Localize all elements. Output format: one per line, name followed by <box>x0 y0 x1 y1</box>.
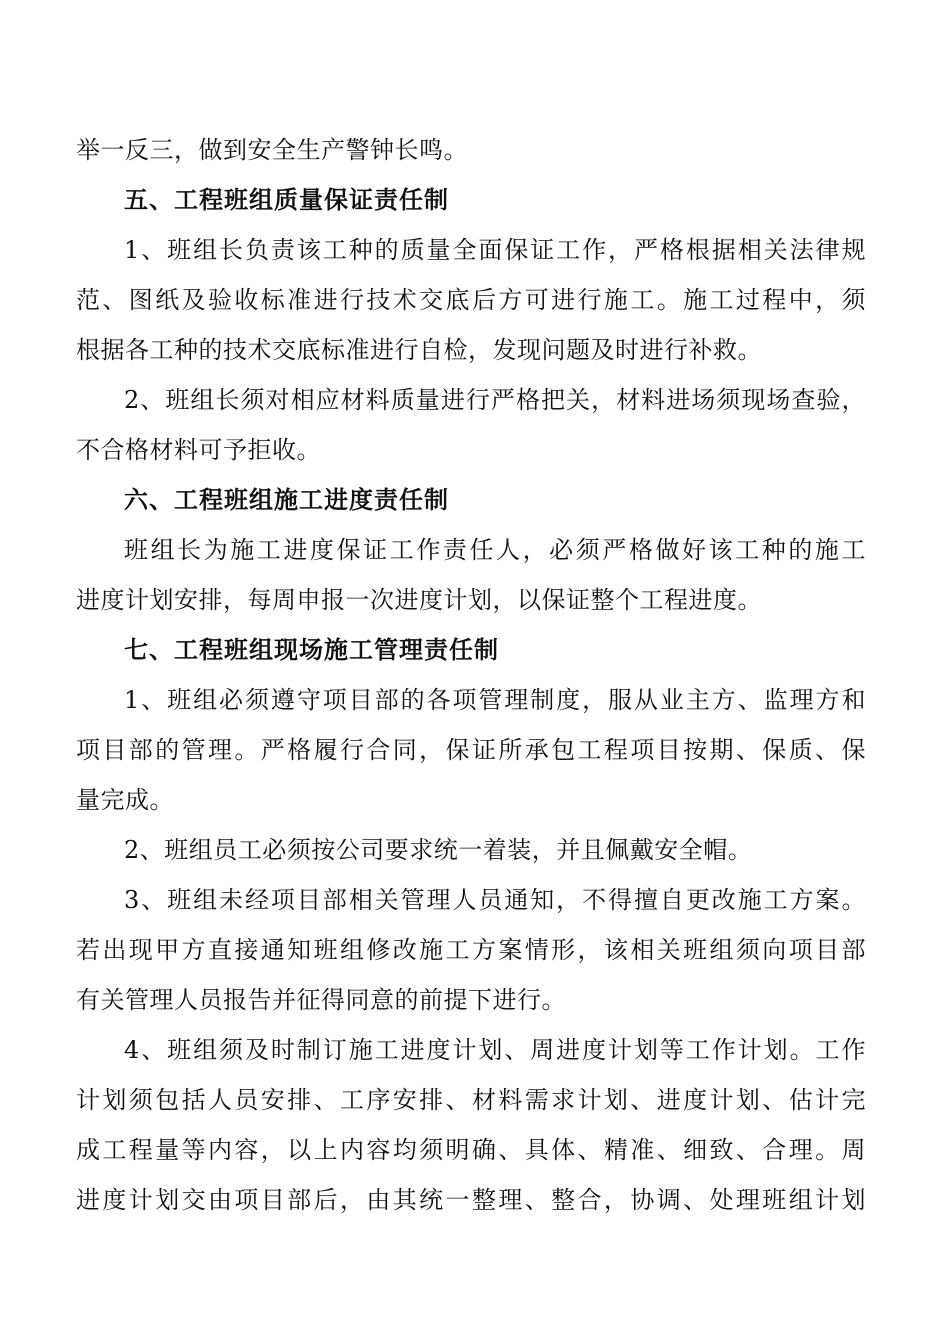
section-heading-6: 六、工程班组施工进度责任制 <box>124 486 449 514</box>
paragraph-line: 范、图纸及验收标准进行技术交底后方可进行施工。施工过程中，须 <box>76 286 866 314</box>
paragraph-line: 计划须包括人员安排、工序安排、材料需求计划、进度计划、估计完 <box>76 1086 866 1114</box>
paragraph-line: 举一反三，做到安全生产警钟长鸣。 <box>76 136 468 164</box>
section-heading-7: 七、工程班组现场施工管理责任制 <box>124 636 499 664</box>
paragraph-line: 量完成。 <box>76 786 174 814</box>
paragraph-line: 4、班组须及时制订施工进度计划、周进度计划等工作计划。工作 <box>124 1036 866 1064</box>
paragraph-line: 根据各工种的技术交底标准进行自检，发现问题及时进行补救。 <box>76 336 762 364</box>
paragraph-line: 2、班组员工必须按公司要求统一着装，并且佩戴安全帽。 <box>124 836 753 864</box>
paragraph-line: 进度计划交由项目部后，由其统一整理、整合，协调、处理班组计划 <box>76 1186 866 1214</box>
section-heading-5: 五、工程班组质量保证责任制 <box>124 186 449 214</box>
paragraph-line: 1、班组必须遵守项目部的各项管理制度，服从业主方、监理方和 <box>124 686 866 714</box>
paragraph-line: 班组长为施工进度保证工作责任人，必须严格做好该工种的施工 <box>124 536 866 564</box>
paragraph-line: 3、班组未经项目部相关管理人员通知，不得擅自更改施工方案。 <box>124 886 866 914</box>
paragraph-line: 有关管理人员报告并征得同意的前提下进行。 <box>76 986 566 1014</box>
paragraph-line: 不合格材料可予拒收。 <box>76 436 321 464</box>
paragraph-line: 1、班组长负责该工种的质量全面保证工作，严格根据相关法律规 <box>124 236 866 264</box>
paragraph-line: 成工程量等内容，以上内容均须明确、具体、精准、细致、合理。周 <box>76 1136 866 1164</box>
paragraph-line: 2、班组长须对相应材料质量进行严格把关，材料进场须现场查验， <box>124 386 866 414</box>
paragraph-line: 若出现甲方直接通知班组修改施工方案情形，该相关班组须向项目部 <box>76 936 866 964</box>
paragraph-line: 进度计划安排，每周申报一次进度计划，以保证整个工程进度。 <box>76 586 762 614</box>
paragraph-line: 项目部的管理。严格履行合同，保证所承包工程项目按期、保质、保 <box>76 736 866 764</box>
